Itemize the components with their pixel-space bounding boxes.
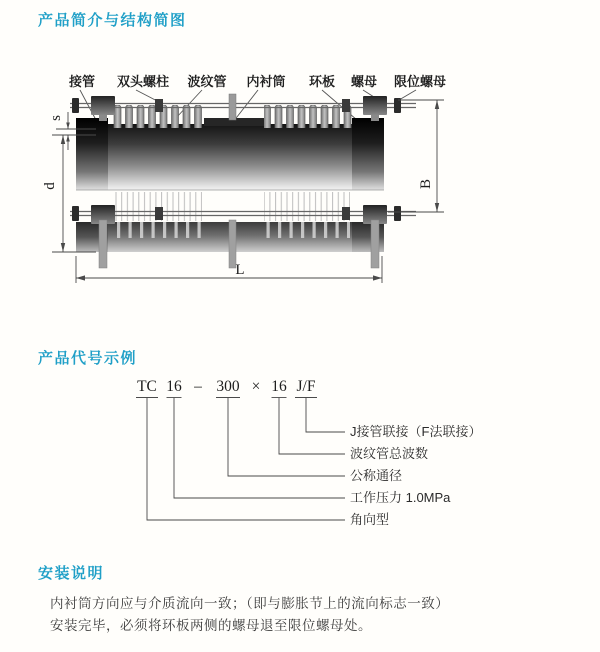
product-code-diagram — [0, 372, 600, 542]
section-title-installation: 安装说明 — [38, 565, 105, 582]
dimension-b — [388, 100, 444, 212]
annotation-nominal-diameter: 公称通径 — [350, 468, 403, 483]
label-ring-plate: 环板 — [308, 74, 336, 89]
label-stud: 双头螺柱 — [116, 74, 170, 89]
structure-diagram — [0, 60, 500, 300]
installation-instructions — [50, 593, 449, 637]
label-inner-liner: 内衬筒 — [246, 74, 286, 89]
product-code — [137, 378, 316, 395]
label-connecting-pipe: 接管 — [68, 74, 96, 89]
annotation-connection: J接管联接（F法联接） — [350, 424, 482, 439]
dim-label-b: B — [418, 178, 434, 190]
instruction-line-1: 内衬筒方向应与介质流向一致；（即与膨胀节上的流向标志一致） — [50, 596, 450, 611]
assembly-lower — [70, 192, 416, 268]
code-diameter: 300 — [216, 378, 240, 395]
code-underlines — [136, 398, 317, 404]
center-stud — [229, 94, 236, 120]
part-labels — [68, 74, 446, 89]
annotation-working-pressure: 工作压力 1.0MPa — [350, 490, 451, 505]
annotation-wave-count: 波纹管总波数 — [350, 446, 429, 461]
code-waves: 16 — [271, 378, 287, 395]
bellows-right — [264, 105, 352, 128]
instruction-line-2: 安装完毕，必须将环板两侧的螺母退至限位螺母处。 — [50, 618, 372, 633]
dim-label-l: L — [235, 262, 245, 278]
code-callout-lines — [147, 403, 345, 520]
section-title-intro: 产品简介与结构简图 — [38, 12, 187, 29]
label-limit-nut: 限位螺母 — [393, 74, 447, 89]
code-pressure: 16 — [166, 378, 182, 395]
code-type: TC — [137, 378, 157, 395]
dim-label-d: d — [42, 182, 58, 190]
label-bellows: 波纹管 — [187, 74, 227, 89]
code-annotations — [350, 424, 481, 527]
label-nut: 螺母 — [350, 74, 378, 89]
code-times: × — [251, 378, 261, 395]
dim-label-s: s — [48, 115, 64, 121]
annotation-angular-type: 角向型 — [350, 512, 390, 527]
section-title-code-example: 产品代号示例 — [38, 350, 138, 367]
code-connection: J/F — [296, 378, 316, 395]
code-dash: – — [194, 378, 202, 395]
